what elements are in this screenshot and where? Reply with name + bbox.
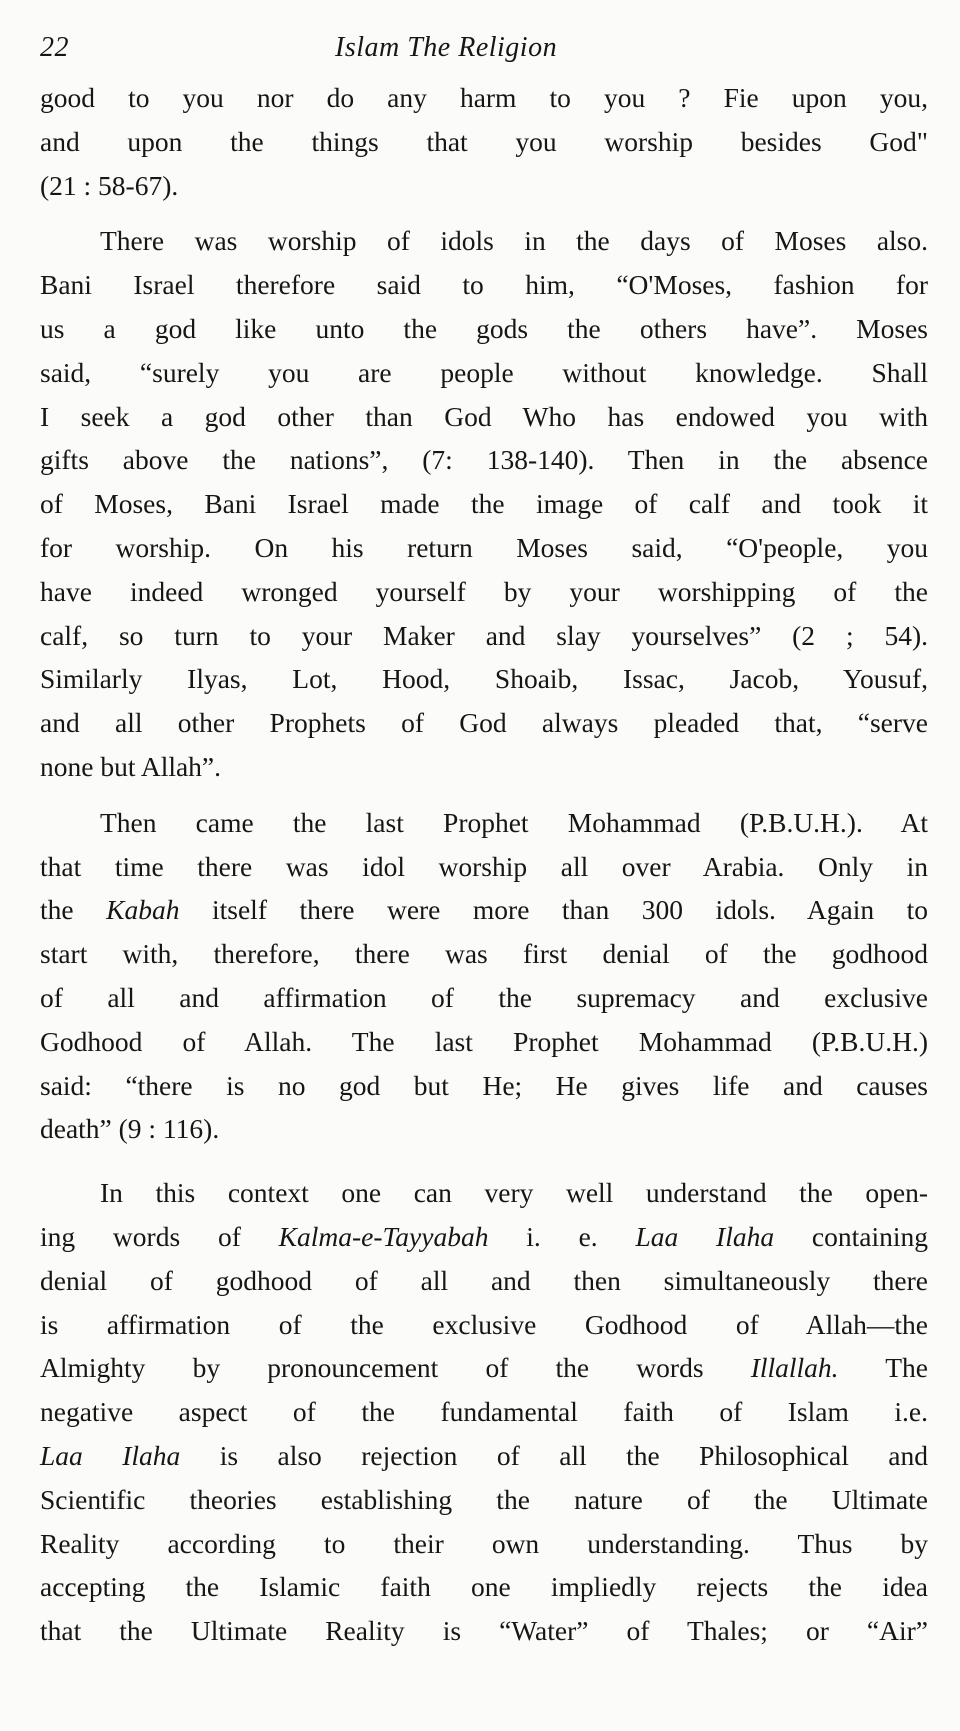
text-run: Almighty by pronouncement of the words: [40, 1352, 704, 1384]
running-head: [40, 24, 928, 76]
text-line: Reality according to their own understanding. Thus by: [40, 1527, 928, 1559]
text-line: said: “there is no god but He; He gives life and causes: [40, 1069, 928, 1101]
text-line: [40, 888, 928, 932]
text-line: that the Ultimate Reality is “Water” of Thales; or “Air”: [40, 1615, 928, 1647]
text-run: The: [885, 1352, 928, 1384]
text-line: us a god like unto the gods the others have”. Moses: [40, 312, 928, 344]
text-line: gifts above the nations”, (7: 138-140). Then in the absence: [40, 444, 928, 476]
text-line: and upon the things that you worship besides God": [40, 125, 928, 157]
text-run: i. e.: [526, 1220, 598, 1252]
italic-term-laa-ilaha: Laa Ilaha: [635, 1220, 775, 1252]
italic-term-laa-ilaha: Laa Ilaha: [40, 1439, 181, 1471]
text-line: and all other Prophets of God always pleaded that, “serve: [40, 707, 928, 739]
text-run: ing words of: [40, 1220, 241, 1252]
text-line: is affirmation of the exclusive Godhood of Allah—the: [40, 1308, 928, 1340]
text-line: Bani Israel therefore said to him, “O'Moses, fashion for: [40, 269, 928, 301]
running-title: Islam The Religion: [335, 32, 558, 63]
body-text: [40, 76, 928, 1653]
text-line: start with, therefore, there was first denial of the godhood: [40, 938, 928, 970]
text-line: of Moses, Bani Israel made the image of calf and took it: [40, 488, 928, 520]
text-line: In this context one can very well understand the open-: [100, 1177, 928, 1209]
italic-term-kalma: Kalma-e-Tayyabah: [278, 1220, 489, 1252]
italic-term-kabah: Kabah: [106, 894, 180, 926]
text-line: (21 : 58-67).: [40, 169, 179, 201]
text-line: Godhood of Allah. The last Prophet Mohammad (P.B.U.H.): [40, 1025, 928, 1057]
text-run: the: [40, 894, 74, 926]
text-line: said, “surely you are people without knowledge. Shall: [40, 356, 928, 388]
text-line: [40, 1434, 928, 1478]
text-line: calf, so turn to your Maker and slay yourselves” (2 ; 54).: [40, 619, 928, 651]
text-line: good to you nor do any harm to you ? Fie upon you,: [40, 82, 928, 113]
page-number: 22: [40, 32, 69, 63]
text-line: [40, 1215, 928, 1259]
text-line: negative aspect of the fundamental faith of Islam i.e.: [40, 1396, 928, 1428]
italic-term-illallah: Illallah.: [750, 1352, 839, 1384]
text-line: of all and affirmation of the supremacy and exclusive: [40, 981, 928, 1013]
paragraph-2: [40, 219, 928, 788]
text-line: Then came the last Prophet Mohammad (P.B.U.H.). At: [100, 806, 928, 838]
text-line: that time there was idol worship all over Arabia. Only in: [40, 850, 928, 882]
text-line: [40, 1346, 928, 1390]
paragraph-4: [40, 1171, 928, 1653]
text-run: containing: [811, 1220, 928, 1252]
text-line: for worship. On his return Moses said, “O'people, you: [40, 531, 928, 563]
paragraph-1: [40, 76, 928, 207]
text-run: itself there were more than 300 idols. Again to: [211, 894, 928, 926]
text-line: There was worship of idols in the days of Moses also.: [100, 225, 928, 257]
text-line: death” (9 : 116).: [40, 1113, 220, 1145]
text-line: Similarly Ilyas, Lot, Hood, Shoaib, Issac, Jacob, Yousuf,: [40, 663, 928, 695]
paragraph-3: [40, 801, 928, 1151]
text-line: accepting the Islamic faith one impliedly rejects the idea: [40, 1571, 928, 1603]
text-line: none but Allah”.: [40, 750, 222, 782]
text-line: denial of godhood of all and then simultaneously there: [40, 1264, 928, 1296]
text-line: have indeed wronged yourself by your worshipping of the: [40, 575, 928, 607]
text-line: Scientific theories establishing the nature of the Ultimate: [40, 1483, 928, 1515]
text-line: I seek a god other than God Who has endowed you with: [40, 400, 928, 432]
text-run: is also rejection of all the Philosophical and: [219, 1439, 928, 1471]
